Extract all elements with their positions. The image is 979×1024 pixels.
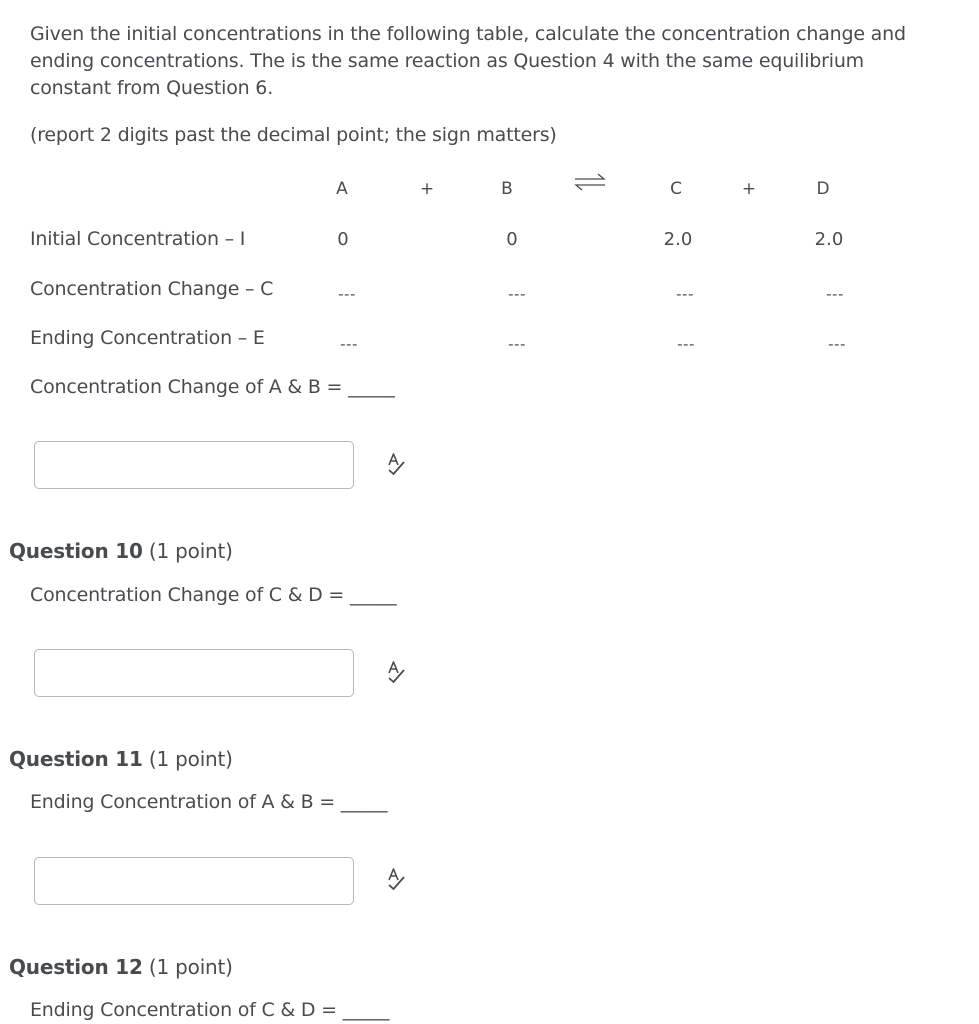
plus-sign-1: + [419,179,435,199]
spellcheck-icon[interactable] [383,866,409,892]
ending-b: --- [508,335,526,353]
change-a: --- [338,285,356,303]
q10-number: Question 10 [9,539,143,563]
change-d: --- [826,285,844,303]
initial-b: 0 [506,229,518,250]
change-c: --- [676,285,694,303]
ending-d: --- [828,335,846,353]
ending-row-label: Ending Concentration – E [30,327,265,349]
q11-title [9,747,233,771]
question-intro-text: Given the initial concentrations in the following table, calculate the concentration change and ending concentrations. The is the same reaction as Question 4 with the same equilibrium constant from Question 6. [30,23,906,99]
ending-c: --- [677,335,695,353]
q12-number: Question 12 [9,955,143,979]
q9-answer-input[interactable] [34,441,354,489]
initial-a: 0 [337,229,349,250]
species-c: C [670,179,682,199]
spellcheck-icon[interactable] [383,659,409,685]
q11-answer-input[interactable] [34,857,354,905]
change-b: --- [508,285,526,303]
initial-c: 2.0 [663,229,693,250]
species-d: D [816,179,830,199]
q11-points: (1 point) [148,747,233,771]
q12-points: (1 point) [148,955,233,979]
plus-sign-2: + [741,179,757,199]
initial-d: 2.0 [814,229,844,250]
species-b: B [501,179,513,199]
species-a: A [336,179,348,199]
q11-number: Question 11 [9,747,143,771]
q12-title [9,955,233,979]
q9-prompt: Concentration Change of A & B = _____ [30,376,395,398]
q10-points: (1 point) [148,539,233,563]
q11-prompt: Ending Concentration of A & B = _____ [30,791,388,813]
q12-prompt: Ending Concentration of C & D = _____ [30,999,390,1021]
q10-answer-input[interactable] [34,649,354,697]
initial-row-label: Initial Concentration – I [30,228,246,250]
spellcheck-icon[interactable] [383,451,409,477]
rounding-note: (report 2 digits past the decimal point; the sign matters) [30,124,557,146]
q10-title [9,539,233,563]
change-row-label: Concentration Change – C [30,278,274,300]
q10-prompt: Concentration Change of C & D = _____ [30,584,397,606]
ending-a: --- [340,335,358,353]
equilibrium-arrow-icon [573,172,607,192]
